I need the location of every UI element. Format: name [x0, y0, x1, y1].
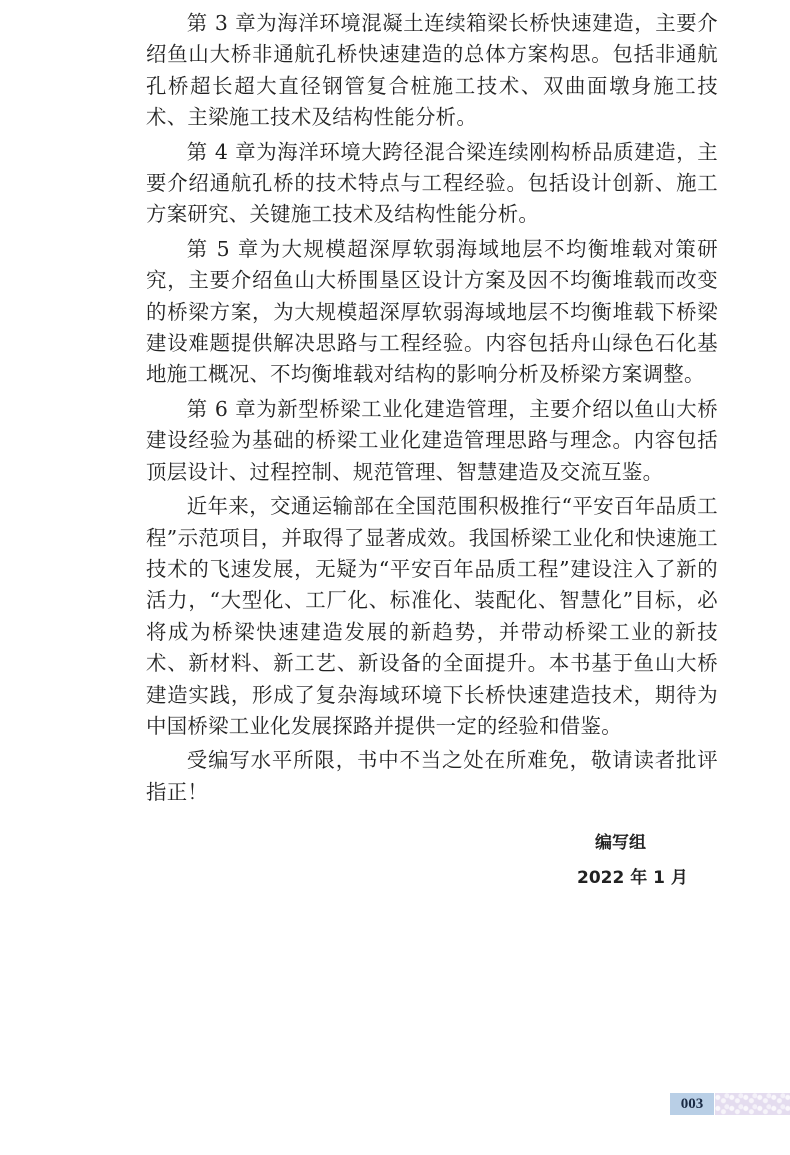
paragraph-closing: 受编写水平所限，书中不当之处在所难免，敬请读者批评指正！ — [146, 748, 718, 804]
paragraph-chapter-6: 第 6 章为新型桥梁工业化建造管理，主要介绍以鱼山大桥建设经验为基础的桥梁工业化建造管理思路与理念。内容包括顶层设计、过程控制、规范管理、智慧建造及交流互鉴。 — [146, 396, 718, 484]
page-number-box — [670, 1093, 714, 1115]
signature-org: 编写组 — [595, 833, 646, 853]
signature-date: 2022 年 1 月 — [577, 868, 688, 888]
paragraph-chapter-5: 第 5 章为大规模超深厚软弱海域地层不均衡堆载对策研究，主要介绍鱼山大桥围垦区设计方案及因不均衡堆载而改变的桥梁方案，为大规模超深厚软弱海域地层不均衡堆载下桥梁建设难题提供解决思路与工程经验。内容包括舟山绿色石化基地施工概况、不均衡堆载对结构的影响分析及桥梁方案调整。 — [146, 236, 718, 387]
paragraph-background: 近年来，交通运输部在全国范围积极推行“平安百年品质工程”示范项目，并取得了显著成效。我国桥梁工业化和快速施工技术的飞速发展，无疑为“平安百年品质工程”建设注入了新的活力，“大型化、工厂化、标准化、装配化、智慧化”目标，必将成为桥梁快速建造发展的新趋势，并带动桥梁工业的新技术、新材料、新工艺、新设备的全面提升。本书基于鱼山大桥建造实践，形成了复杂海域环境下长桥快速建造技术，期待为中国桥梁工业化发展探路并提供一定的经验和借鉴。 — [146, 494, 718, 738]
paragraph-chapter-4: 第 4 章为海洋环境大跨径混合梁连续刚构桥品质建造，主要介绍通航孔桥的技术特点与工程经验。包括设计创新、施工方案研究、关键施工技术及结构性能分析。 — [146, 139, 718, 227]
page-number-decoration — [715, 1093, 790, 1115]
page-number: 003 — [680, 1096, 704, 1112]
body-text — [146, 8, 718, 811]
paragraph-chapter-3: 第 3 章为海洋环境混凝土连续箱梁长桥快速建造，主要介绍鱼山大桥非通航孔桥快速建造的总体方案构思。包括非通航孔桥超长超大直径钢管复合桩施工技术、双曲面墩身施工技术、主梁施工技术及结构性能分析。 — [146, 11, 718, 130]
